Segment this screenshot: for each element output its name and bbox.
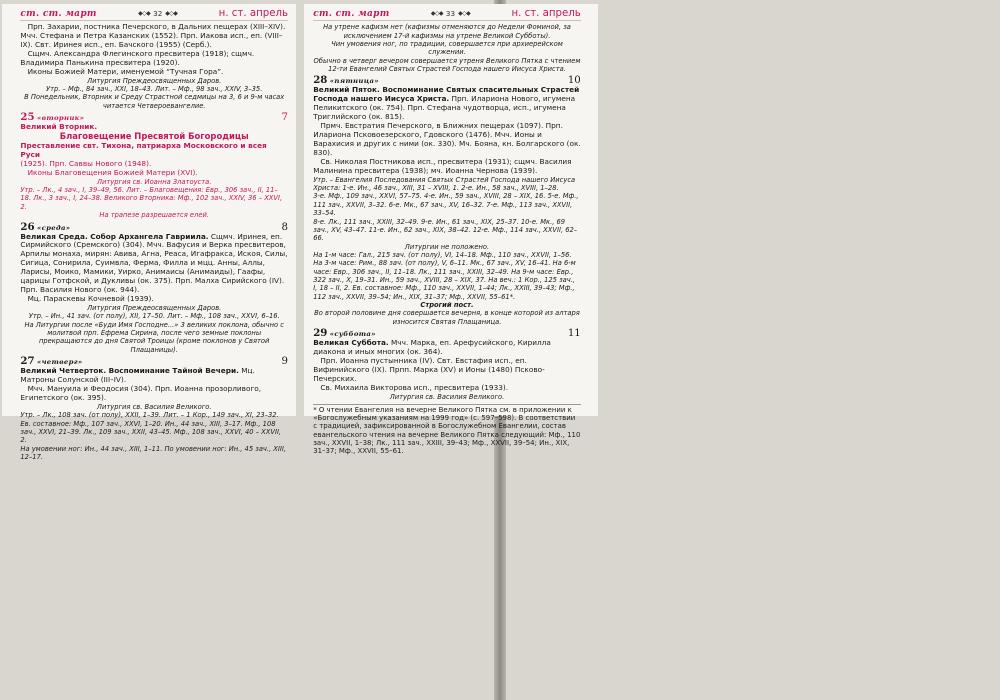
ornament-icon: ◆◇◆: [458, 10, 471, 18]
gospel-line: 3-е. Мф., 109 зач., XXVI, 57–75. 4-е. Ин., 59 зач., XVIII, 28 – XIX, 16. 5-е. Мф., 111 зач., XXVII, 3–32. 6-е. Мк., 67 зач., XV, 16–32. 7-е. Мф., 113 зач., XXVII, 33–54.: [313, 192, 579, 218]
reading-line: Утр. – Лк., 4 зач., I, 39–49, 56. Лит. – Благовещения: Евр., 306 зач., II, 11–18. Лк., 3 зач., I, 24–38. Великого Вторника: Мф., 102 зач., XXIV, 36 – XXVI, 2.: [20, 185, 283, 211]
saints-text: Св. Михаила Викторова исп., пресвитера (1933).: [320, 382, 509, 392]
page-number-wrap: [138, 9, 177, 18]
old-style-month: ст. ст. март: [313, 8, 390, 19]
liturgy-line: Литургия Преждеосвященных Даров.: [87, 304, 222, 313]
old-style-date: 10: [567, 75, 581, 87]
day-number: 28: [313, 74, 328, 87]
note-line: Чин умовения ног, по традиции, совершается при архиерейском служении.: [331, 39, 563, 57]
weekday: «среда»: [36, 223, 71, 232]
day-entry: [20, 233, 288, 296]
weekday: «четверг»: [36, 358, 83, 367]
right-page: [304, 4, 598, 456]
saints-text: Прп. Илариона Нового, игумена Пеликитского (ок. 754). Прп. Стефана чудотворца, исп., игумена Триглийского (ок. 815).: [313, 94, 576, 122]
gospel-line: Утр. – Евангелия Последования Святых Страстей Господа нашего Иисуса Христа: 1-е. Ин., 46 зач., XIII, 31 – XVIII, 1. 2-е. Ин., 58 зач., XVIII, 1–28.: [313, 175, 576, 193]
icons-text: Иконы Благовещения Божией Матери (XVI).: [27, 167, 198, 177]
weekday: «вторник»: [36, 114, 85, 123]
running-head: [20, 7, 288, 21]
fast-line: Строгий пост.: [420, 300, 474, 309]
ornament-icon: ◆◇◆: [430, 10, 443, 18]
liturgy-line: Литургия св. Василия Великого.: [389, 392, 505, 401]
old-style-date: 11: [567, 328, 581, 340]
page-number: 33: [445, 9, 456, 19]
page-number: 32: [153, 9, 163, 19]
gospel-line: 8-е. Лк., 111 зач., XXIII, 32–49. 9-е. Ин., 61 зач., XIX, 25–37. 10-е. Мк., 69 зач., XV, 43–47. 11-е. Ин., 62 зач., XIX, 38–42. 12-е. Мф., 114 зач., XXVII, 62–66.: [313, 217, 578, 243]
day-number: 26: [20, 220, 35, 233]
old-style-date: 8: [281, 221, 288, 233]
saints-text: Св. Николая Постникова исп., пресвитера (1931); сщмч. Василия Малинина пресвитера (1938); мч. Иоанна Чернова (1939).: [313, 156, 572, 175]
hours-readings: На 1-м часе: Гал., 215 зач. (от полу), VI, 14–18. Мф., 110 зач., XXVII, 1–56. На 3-м часе: Рим., 88 зач. (от полу), V, 6–11. Мк., 67 зач., XV, 16–41. На 6-м часе: Евр., 306 зач., II, 11–18. Лк., 111 зач., XXIII, 32–49. На 9-м часе: Евр., 322 зач., X, 19–31. Ин., 59 зач., XVIII, 28 – XIX, 37. На веч.: 1 Кор., 125 зач., I, 18 – II, 2. Ев. составное: Мф., 110 зач., XXVII, 1–44; Лк., XXIII, 39–43; Мф., 112 зач., XXVII, 39–54; Ин., XIX, 31–37; Мф., XXVII, 55–61*.: [313, 250, 576, 301]
day-entry: [20, 367, 288, 385]
saints-text: (1925). Прп. Саввы Нового (1948).: [20, 158, 152, 168]
saints-text: Сщмч. Александра Флегинского пресвитера (1918); сщмч. Владимира Панькина пресвитера (1920).: [20, 48, 255, 67]
note-line: Обычно в четверг вечером совершается утреня Великого Пятка с чтением 12-ти Евангелий Святых Страстей Господа нашего Иисуса Христа.: [313, 56, 581, 73]
day-title: Великая Суббота.: [313, 338, 389, 348]
new-style-month: н. ст. апрель: [218, 8, 288, 20]
weekday: «суббота»: [329, 330, 376, 339]
day-number: 25: [20, 111, 35, 124]
day-number: 29: [313, 327, 328, 340]
reading-line: Утр. – Ин., 41 зач. (от полу), XII, 17–50. Лит. – Мф., 108 зач., XXVI, 6–16.: [28, 312, 280, 321]
reading-line: Утр. – Лк., 108 зач. (от полу), XXII, 1–39. Лит. – 1 Кор., 149 зач., XI, 23–32. Ев. составное: Мф., 107 зач., XXVI, 1–20. Ин., 44 зач., XIII, 3–17. Мф., 108 зач., XXVI, 21–39. Лк., 109 зач., XXII, 43–45. Мф., 108 зач., XXVI, 40 – XXVII, 2.: [20, 411, 282, 445]
old-style-date: 7: [281, 112, 288, 124]
day-title: Великий Пяток. Воспоминание Святых спасительных Страстей Господа нашего Иисуса Христа.: [313, 85, 580, 104]
icons-text: Иконы Божией Матери, именуемой “Тучная Гора”.: [27, 66, 224, 76]
day-number: 27: [20, 355, 35, 368]
day-title: Великий Четверток. Воспоминание Тайной Вечери.: [20, 366, 239, 376]
page-number-wrap: [431, 9, 470, 18]
martyr-text: Мц. Параскевы Кочневой (1939).: [27, 294, 154, 304]
saints-text: Мц. Матроны Солунской (III–IV).: [20, 366, 255, 385]
saints-text: Прмч. Евстратия Печерского, в Ближних пещерах (1097). Прп. Илариона Псковоезерского, Гдовского (1476). Мчч. Ионы и Варахисия и других с ними (ок. 330). Мч. Бояна, кн. Болгарского (ок. 830).: [313, 121, 581, 157]
ornament-icon: ◆◇◆: [165, 10, 178, 18]
left-page: [2, 4, 296, 462]
saints-text: Прп. Иоанна пустынника (IV). Свт. Евстафия исп., еп. Вифинийского (IX). Прпп. Марка (XV) и Ионы (1480) Псково-Печерских.: [313, 356, 545, 383]
note-line: На утрене кафизм нет (кафизмы отменяются до Недели Фоминой, за исключением 17-й кафизмы на утрене Великой Субботы).: [323, 23, 571, 40]
saints-text: Мчч. Марка, еп. Арефусийского, Кирилла диакона и иных многих (ок. 364).: [313, 338, 551, 357]
repose-line: Преставление свт. Тихона, патриарха Московского и всея Руси: [20, 140, 267, 159]
liturgy-line: Литургия св. Василия Великого.: [96, 403, 212, 412]
old-style-date: 9: [281, 356, 288, 368]
day-title: Великий Вторник.: [20, 122, 98, 132]
ornament-icon: ◆◇◆: [138, 10, 151, 18]
old-style-month: ст. ст. март: [20, 8, 97, 19]
feast-title: Благовещение Пресвятой Богородицы: [59, 131, 249, 142]
weekday: «пятница»: [329, 77, 379, 86]
day-title: Великая Среда. Собор Архангела Гавриила.: [20, 231, 209, 241]
day-entry: [313, 339, 581, 357]
note-line: На трапезе разрешается елей.: [99, 211, 209, 220]
saints-text: Сщмч. Иринея, еп. Сирмийского (Сремского) (304). Мчч. Вафусия и Верка пресвитеров, Арпилы монаха, мирян: Авива, Агна, Реаса, Игафракса, Искоя, Силы, Сигица, Сонирила, Суимвла, Ферма, Филла и мцц. Анны, Аллы, Ларисы, Моико, Мамики, Уирко, Анимаисы (Анимаиды), Гаафы, царицы Готфской, и Дукливы (ок. 375). Прп. Малха Сирийского (IV). Прп. Василия Нового (ок. 944).: [20, 231, 288, 295]
note-line: Во второй половине дня совершается вечерня, в конце которой из алтаря износится Святая Плащаница.: [314, 309, 580, 326]
saints-text: Мчч. Мануила и Феодосия (304). Прп. Иоанна прозорливого, Египетского (ок. 395).: [20, 384, 262, 403]
note-line: В Понедельник, Вторник и Среду Страстной седмицы на 3, 6 и 9-м часах читается Четвероевангелие.: [24, 93, 285, 110]
note-line: На умовении ног: Ин., 44 зач., XIII, 1–11. По умовении ног: Ин., 45 зач., XIII, 12–17.: [20, 444, 286, 462]
saints-text: Прп. Захарии, постника Печерского, в Дальних пещерах (XIII–XIV). Мчч. Стефана и Петра Казанских (1552). Прп. Иакова исп., еп. (VIII–IX). Свт. Иринея исп., еп. Бачского (1955) (Серб.).: [20, 22, 286, 50]
liturgy-line: Литургия св. Иоанна Златоуста.: [96, 177, 212, 186]
liturgy-line: Литургия Преждеосвященных Даров.: [87, 76, 222, 85]
day-entry: [313, 86, 581, 122]
liturgy-line: Литургии не положено.: [404, 242, 490, 251]
note-line: На Литургии после «Буди Имя Господне...» 3 великих поклона, обычно с молитвой прп. Ефрема Сирина, после чего земные поклоны прекращаются до дня Святой Троицы (кроме поклонов у Святой Плащаницы).: [24, 320, 284, 354]
footnote: * О чтении Евангелия на вечерне Великого Пятка см. в приложении к «Богослужебным указаниям на 1999 год» (с. 597–598). В соответствии с традицией, зафиксированной в Богослужебном Евангелии, состав евангельского чтения на вечерне Великого Пятка следующий: Мф., 110 зач., XXVII, 1–38; Лк., 111 зач., XXIII, 39–43; Мф., XXVII, 39–54; Ин., XIX, 31–37; Мф., XXVII, 55–61.: [313, 404, 581, 456]
new-style-month: н. ст. апрель: [511, 8, 581, 20]
reading-line: Утр. – Мф., 84 зач., XXI, 18–43. Лит. – Мф., 98 зач., XXIV, 3–35.: [46, 85, 263, 94]
running-head: [313, 7, 581, 21]
